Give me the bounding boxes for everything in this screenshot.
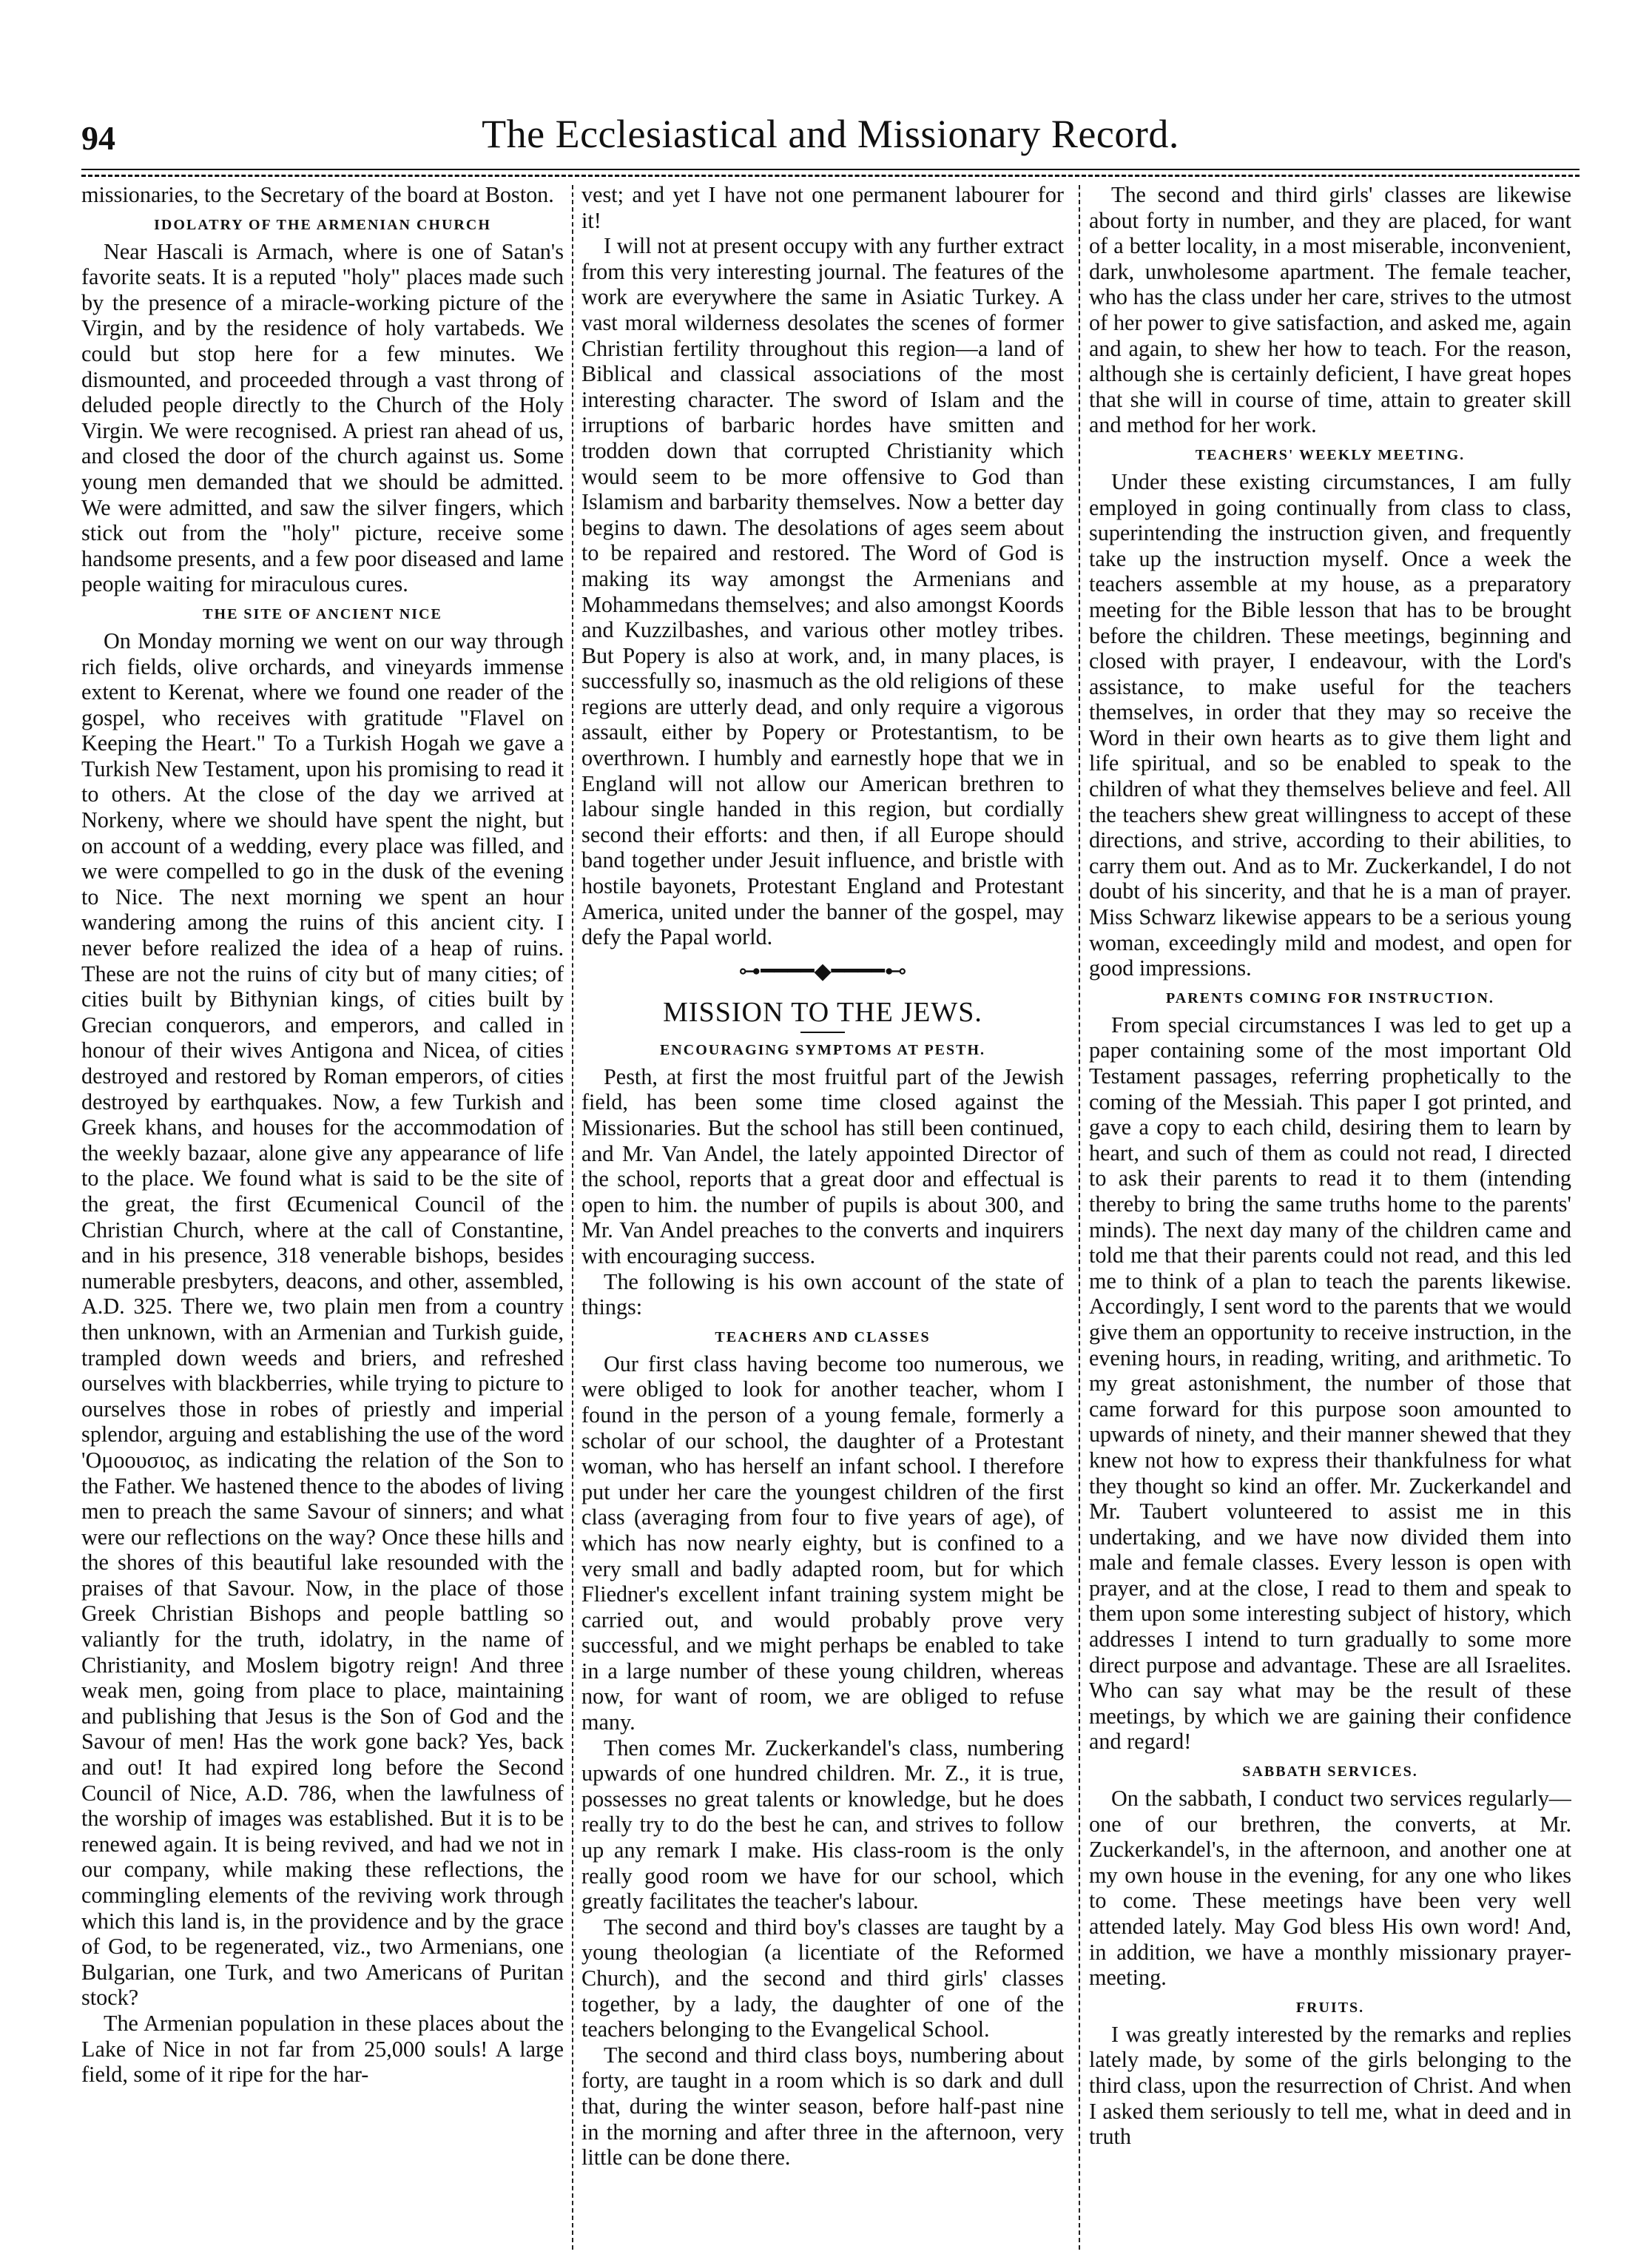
paragraph: The second and third boy's classes are taught by a young theologian (a licentiate of the Reformed Church), and the second and third girls' classes together, by a lady, the daughter of one of the teachers belonging to the Evangelical School. <box>581 1914 1064 2042</box>
section-heading: TEACHERS' WEEKLY MEETING. <box>1195 446 1466 463</box>
section-heading: SABBATH SERVICES. <box>1242 1763 1418 1781</box>
paragraph: On the sabbath, I conduct two services regularly—one of our brethren, the converts, at Mr. Zuckerkandel's, in the afternoon, and another one at my own house in the evening, for any one who likes to come. These meetings have been very well attended lately. May God bless His own word! And, in addition, we have a monthly missionary prayer-meeting. <box>1089 1786 1571 1991</box>
section-heading: THE SITE OF ANCIENT NICE <box>203 605 442 622</box>
column-2 <box>581 182 1064 2247</box>
paragraph: From special circumstances I was led to get up a paper containing some of the most important Old Testament passages, referring prophetically to the coming of the Messiah. This paper I got printed, and gave a copy to each child, desiring them to learn by heart, and such of them as could not read, I directed to ask their parents to read it to them (intending thereby to bring the same truths home to the parents' minds). The next day many of the children came and told me that their parents could not read, and this led me to think of a plan to teach the parents likewise. Accordingly, I sent word to the parents that we would give them an opportunity to receive instruction, in the evening hours, in reading, writing, and arithmetic. To my great astonishment, the number of those that came forward for this purpose soon amounted to upwards of ninety, and their manner shewed that they knew not how to express their thankfulness for what they thought so kind an offer. Mr. Zuckerkandel and Mr. Taubert volunteered to assist me in this undertaking, and we have now divided them into male and female classes. Every lesson is open with prayer, and at the close, I read to them and speak to them upon some interesting subject of history, which addresses I intend to turn gradually to some more direct purpose and advantage. These are all Israelites. Who can say what may be the result of these meetings, by which we are gaining their confidence and regard! <box>1089 1012 1571 1755</box>
page-number: 94 <box>81 119 115 157</box>
paragraph: The second and third class boys, numbering about forty, are taught in a room which is so dark and dull that, during the winter season, before half-past nine in the morning and after three in the afternoon, very little can be done there. <box>581 2042 1064 2170</box>
column-1 <box>81 182 564 2247</box>
header-rule <box>81 169 1579 170</box>
column-divider <box>1079 185 1080 2250</box>
paragraph: Our first class having become too numerous, we were obliged to look for another teacher, whom I found in the person of a young female, formerly a scholar of our school, the daughter of a Protestant woman, who has herself an infant school. I therefore put under her care the youngest children of the first class (averaging from four to five years of age), of which has now nearly eighty, but is confined to a very small and badly adapted room, but for which Fliedner's excellent infant training system might be carried out, and would probably prove very successful, and we might perhaps be enabled to take in a large number of these young children, whereas now, for want of room, we are obliged to refuse many. <box>581 1351 1064 1735</box>
header-rule-dashed <box>81 175 1579 177</box>
section-heading: TEACHERS AND CLASSES <box>715 1328 931 1345</box>
column-divider <box>572 185 573 2250</box>
section-heading: ENCOURAGING SYMPTOMS AT PESTH. <box>659 1041 986 1058</box>
page-header <box>81 111 1579 164</box>
section-heading: IDOLATRY OF THE ARMENIAN CHURCH <box>154 216 491 233</box>
section-heading: FRUITS. <box>1295 1999 1365 2016</box>
paragraph: Then comes Mr. Zuckerkandel's class, numbering upwards of one hundred children. Mr. Z., it is true, possesses no great talents or knowledge, but he does really try to do the best he can, and strives to follow up any remark I make. His class-room is the only really good room we have for our school, which greatly facilitates the teacher's labour. <box>581 1735 1064 1914</box>
section-heading: PARENTS COMING FOR INSTRUCTION. <box>1166 989 1494 1006</box>
paragraph: missionaries, to the Secretary of the board at Boston. <box>81 182 554 207</box>
paragraph: I will not at present occupy with any further extract from this very interesting journal. The features of the work are everywhere the same in Asiatic Turkey. A vast moral wilderness desolates the scenes of former Christian fertility throughout this region—a land of Biblical and classical associations of the most interesting character. The sword of Islam and the irruptions of barbaric hordes have smitten and trodden down that corrupted Christianity which would seem to be more offensive to God than Islamism and barbarity themselves. Now a better day begins to dawn. The desolations of ages seem about to be repaired and restored. The Word of God is making its way amongst the Armenians and Mohammedans themselves; and also amongst Koords and Kuzzilbashes, and various other motley tribes. But Popery is also at work, and, in many places, is successfully so, inasmuch as the old religions of these regions are utterly dead, and only require a vigorous assault, either by Popery or Protestantism, to be overthrown. I humbly and earnestly hope that we in England will not allow our American brethren to labour single handed in this region, but cordially second their efforts: and then, if all Europe should band together under Jesuit influence, and bristle with hostile bayonets, Protestant England and Protestant America, united under the banner of the gospel, may defy the Papal world. <box>581 233 1064 950</box>
paragraph: vest; and yet I have not one permanent labourer for it! <box>581 182 1064 233</box>
paragraph: The following is his own account of the state of things: <box>581 1268 1064 1320</box>
paragraph: On Monday morning we went on our way through rich fields, olive orchards, and vineyards immense extent to Kerenat, where we found one reader of the gospel, who receives with gratitude "Flavel on Keeping the Heart." To a Turkish Hogah we gave a Turkish New Testament, upon his promising to read it to others. At the close of the day we arrived at Norkeny, where we should have spent the night, but on account of a wedding, every place was filled, and we were compelled to go in the dusk of the evening to Nice. The next morning we spent an hour wandering among the ruins of this ancient city. I never before realized the idea of a heap of ruins. These are not the ruins of city but of many cities; of cities built by Bithynian kings, of cities built by Grecian conquerors, and emperors, and called in honour of their wives Antigona and Nicea, of cities destroyed and restored by Roman emperors, of cities destroyed by earthquakes. Now, a few Turkish and Greek khans, and houses for the accommodation of the weekly bazaar, alone give any appearance of life to the place. We found what is said to be the site of the great, the first Œcumenical Council of the Christian Church, where at the call of Constantine, and in his presence, 318 venerable bishops, besides numerable presbyters, deacons, and other, assembled, A.D. 325. There we, two plain men from a country then unknown, with an Armenian and Turkish guide, trampled down weeds and briers, and refreshed ourselves with blackberries, while trying to picture to ourselves those in robes of priestly and imperial splendor, arguing and establishing the use of the word 'Ομοουσιος, as indicating the relation of the Son to the Father. We hastened thence to the abodes of living men to preach the same Savour of sinners; and what were our reflections on the way? Once these hills and the shores of this beautiful lake resounded with the praises of that Savour. Now, in the place of those Greek Christian Bishops and people battling so valiantly for the truth, idolatry, in the name of Christianity, and Moslem bigotry reign! And three weak men, going from place to place, maintaining and publishing that Jesus is the Son of God and the Savour of men! Has the work gone back? Yes, back and out! It had expired long before the Second Council of Nice, A.D. 786, when the lawfulness of the worship of images was established. But it is to be renewed again. It is being revived, and had we not in our company, while making these reflections, the commingling elements of the reviving work through which this land is, in the providence and by the grace of God, to be regenerated, viz., two Armenians, one Bulgarian, one Turk, and two Americans of Puritan stock? <box>81 628 564 2011</box>
paragraph: Under these existing circumstances, I am fully employed in going continually from class to class, superintending the instruction given, and frequently take up the instruction myself. Once a week the teachers assemble at my house, as a preparatory meeting for the Bible lesson that has to be brought before the children. These meetings, beginning and closed with prayer, I endeavour, with the Lord's assistance, to make useful for the teachers themselves, in order that they may so receive the Word in their own hearts as to give them light and life spiritual, and so be enabled to speak to the children of what they themselves believe and feel. All the teachers shew great willingness to accept of these directions, and strive, according to their abilities, to carry them out. And as to Mr. Zuckerkandel, I do not doubt of his sincerity, and that he is a man of prayer. Miss Schwarz likewise appears to be a serious young woman, exceedingly mild and modest, and open for good impressions. <box>1089 468 1571 981</box>
journal-title: The Ecclesiastical and Missionary Record. <box>482 112 1179 156</box>
paragraph: Near Hascali is Armach, where is one of Satan's favorite seats. It is a reputed "holy" places made such by the presence of a miracle-working picture of the Virgin, and by the residence of holy vartabeds. We could but stop here for a few minutes. We dismounted, and proceeded through a vast throng of deluded people directly to the Church of the Holy Virgin. We were recognised. A priest ran ahead of us, and closed the door of the church against us. Some young men demanded that we should be admitted. We were admitted, and saw the silver fingers, which stick out from the "holy" picture, receive some handsome presents, and a few poor diseased and lame people waiting for miraculous cures. <box>81 238 564 597</box>
title-underline <box>800 1032 845 1033</box>
paragraph: Pesth, at first the most fruitful part of the Jewish field, has been some time closed against the Missionaries. But the school has still been continued, and Mr. Van Andel, the lately appointed Director of the school, reports that a great door and effectual is open to him. the number of pupils is about 300, and Mr. Van Andel preaches to the converts and inquirers with encouraging success. <box>581 1063 1064 1268</box>
paragraph: I was greatly interested by the remarks and replies lately made, by some of the girls belonging to the third class, upon the resurrection of Christ. And when I asked them seriously to tell me, what in deed and in truth <box>1089 2021 1571 2150</box>
ornamental-rule: ⊶━━━━◆━━━━⊷ <box>738 958 907 983</box>
article-title: MISSION TO THE JEWS. <box>663 996 982 1028</box>
paragraph: The Armenian population in these places about the Lake of Nice in not far from 25,000 souls! A large field, some of it ripe for the har- <box>81 2010 564 2088</box>
paragraph: The second and third girls' classes are likewise about forty in number, and they are placed, for want of a better locality, in a most miserable, inconvenient, dark, unwholesome apartment. The female teacher, who has the class under her care, strives to the utmost of her power to give satisfaction, and asked me, again and again, to shew her how to teach. For the reason, although she is certainly deficient, I have great hopes that she will in course of time, attain to greater skill and method for her work. <box>1089 182 1571 438</box>
column-3 <box>1089 182 1571 2247</box>
